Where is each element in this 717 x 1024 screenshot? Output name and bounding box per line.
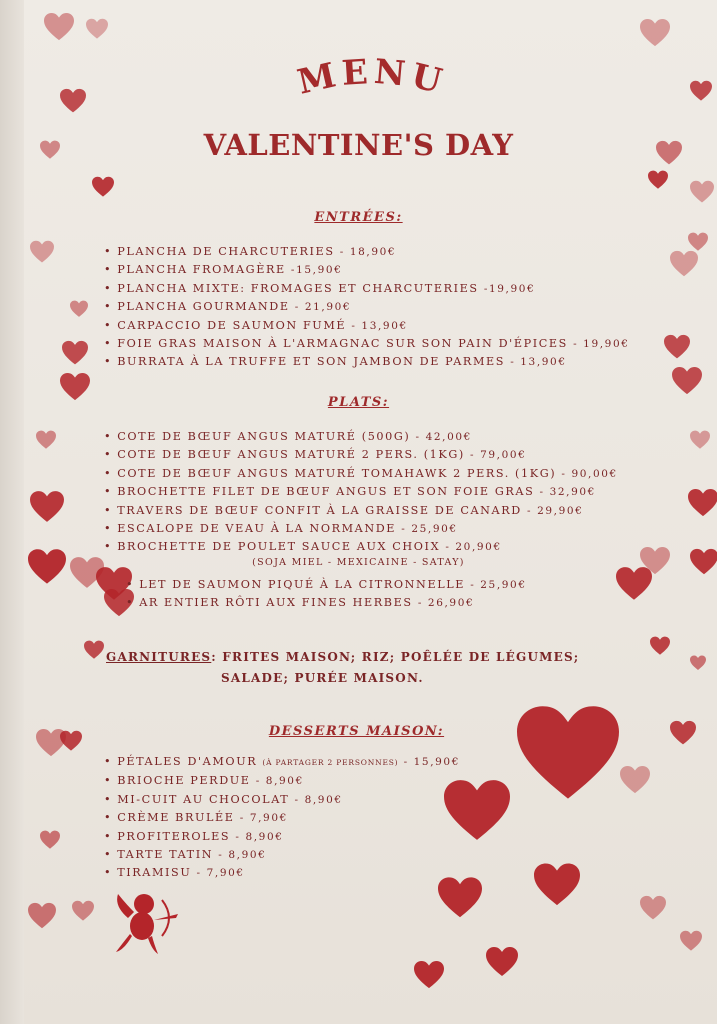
heart-icon — [44, 12, 74, 42]
heart-icon — [688, 488, 717, 518]
menu-title-text: MENU — [293, 51, 451, 104]
list-item: • BROCHETTE DE POULET SAUCE AUX CHOIX - 20,90€ — [104, 538, 618, 556]
list-item: • PROFITEROLES - 8,90€ — [104, 828, 460, 846]
heart-icon — [690, 180, 714, 204]
heart-icon — [690, 655, 706, 671]
heart-icon — [648, 170, 668, 190]
menu-title-arc — [0, 45, 717, 105]
desserts-heading: DESSERTS MAISON: — [268, 724, 445, 739]
plats-list — [104, 428, 618, 557]
sauce-note: (SOJA MIEL - MEXICAINE - SATAY) — [252, 557, 465, 568]
heart-icon — [70, 300, 88, 318]
svg-text:MENU — [294, 52, 451, 103]
heart-icon — [414, 960, 444, 990]
list-item: • CRÈME BRULÉE - 7,90€ — [104, 809, 460, 827]
heart-icon — [650, 636, 670, 656]
list-item: • COTE DE BŒUF ANGUS MATURÉ 2 PERS. (1KG) - 79,00€ — [104, 446, 618, 464]
list-item: • ESCALOPE DE VEAU À LA NORMANDE - 25,90€ — [104, 520, 618, 538]
list-item: • CARPACCIO DE SAUMON FUMÉ - 13,90€ — [104, 317, 630, 335]
list-item: • TIRAMISU - 7,90€ — [104, 864, 460, 882]
list-item: • PLANCHA GOURMANDE - 21,90€ — [104, 298, 630, 316]
plats-heading: PLATS: — [327, 395, 390, 410]
list-item: • TARTE TATIN - 8,90€ — [104, 846, 460, 864]
list-item: • COTE DE BŒUF ANGUS MATURÉ TOMAHAWK 2 PERS. (1KG) - 90,00€ — [104, 465, 618, 483]
valentines-day-title: VALENTINE'S DAY — [203, 128, 514, 162]
list-item: • AR ENTIER RÔTI AUX FINES HERBES - 26,90€ — [126, 594, 527, 612]
list-item: • MI-CUIT AU CHOCOLAT - 8,90€ — [104, 791, 460, 809]
heart-icon — [28, 902, 56, 930]
heart-icon — [72, 900, 94, 922]
entrees-list — [104, 243, 630, 372]
heart-icon — [486, 946, 518, 978]
heart-icon — [30, 240, 54, 264]
plats-list-continued — [126, 576, 527, 613]
heart-icon — [620, 765, 650, 795]
list-item: • TRAVERS DE BŒUF CONFIT À LA GRAISSE DE CANARD - 29,90€ — [104, 502, 618, 520]
cupid-icon — [104, 888, 184, 958]
heart-icon — [640, 18, 670, 48]
heart-icon — [86, 18, 108, 40]
garnitures-line-1: GARNITURES: FRITES MAISON; RIZ; POÊLÉE DE LÉGUMES; — [106, 650, 580, 664]
heart-icon — [534, 862, 580, 908]
heart-icon — [670, 250, 698, 278]
garnitures-line-2: SALADE; PURÉE MAISON. — [221, 671, 424, 685]
heart-icon — [62, 340, 88, 366]
heart-icon — [92, 176, 114, 198]
heart-icon — [30, 490, 64, 524]
list-item: • BRIOCHE PERDUE - 8,90€ — [104, 772, 460, 790]
list-item: • BROCHETTE FILET DE BŒUF ANGUS ET SON FOIE GRAS - 32,90€ — [104, 483, 618, 501]
heart-icon — [640, 895, 666, 921]
list-item: • PÉTALES D'AMOUR (À PARTAGER 2 PERSONNES) - 15,90€ — [104, 753, 460, 772]
heart-icon — [40, 830, 60, 850]
heart-icon — [36, 430, 56, 450]
heart-icon — [517, 703, 619, 805]
desserts-list — [104, 753, 460, 883]
list-item: • PLANCHA DE CHARCUTERIES - 18,90€ — [104, 243, 630, 261]
heart-icon — [84, 640, 104, 660]
list-item: • LET DE SAUMON PIQUÉ À LA CITRONNELLE - 25,90€ — [126, 576, 527, 594]
entrees-heading: ENTRÉES: — [314, 210, 403, 225]
heart-icon — [672, 366, 702, 396]
list-item: • FOIE GRAS MAISON À L'ARMAGNAC SUR SON PAIN D'ÉPICES - 19,90€ — [104, 335, 630, 353]
menu-title — [0, 45, 717, 105]
list-item: • BURRATA À LA TRUFFE ET SON JAMBON DE PARMES - 13,90€ — [104, 353, 630, 371]
list-item: • PLANCHA FROMAGÈRE -15,90€ — [104, 261, 630, 279]
heart-icon — [690, 430, 710, 450]
heart-icon — [616, 566, 652, 602]
heart-icon — [680, 930, 702, 952]
heart-icon — [688, 232, 708, 252]
list-item: • PLANCHA MIXTE: FROMAGES ET CHARCUTERIES -19,90€ — [104, 280, 630, 298]
heart-icon — [664, 334, 690, 360]
list-item: • COTE DE BŒUF ANGUS MATURÉ (500G) - 42,00€ — [104, 428, 618, 446]
